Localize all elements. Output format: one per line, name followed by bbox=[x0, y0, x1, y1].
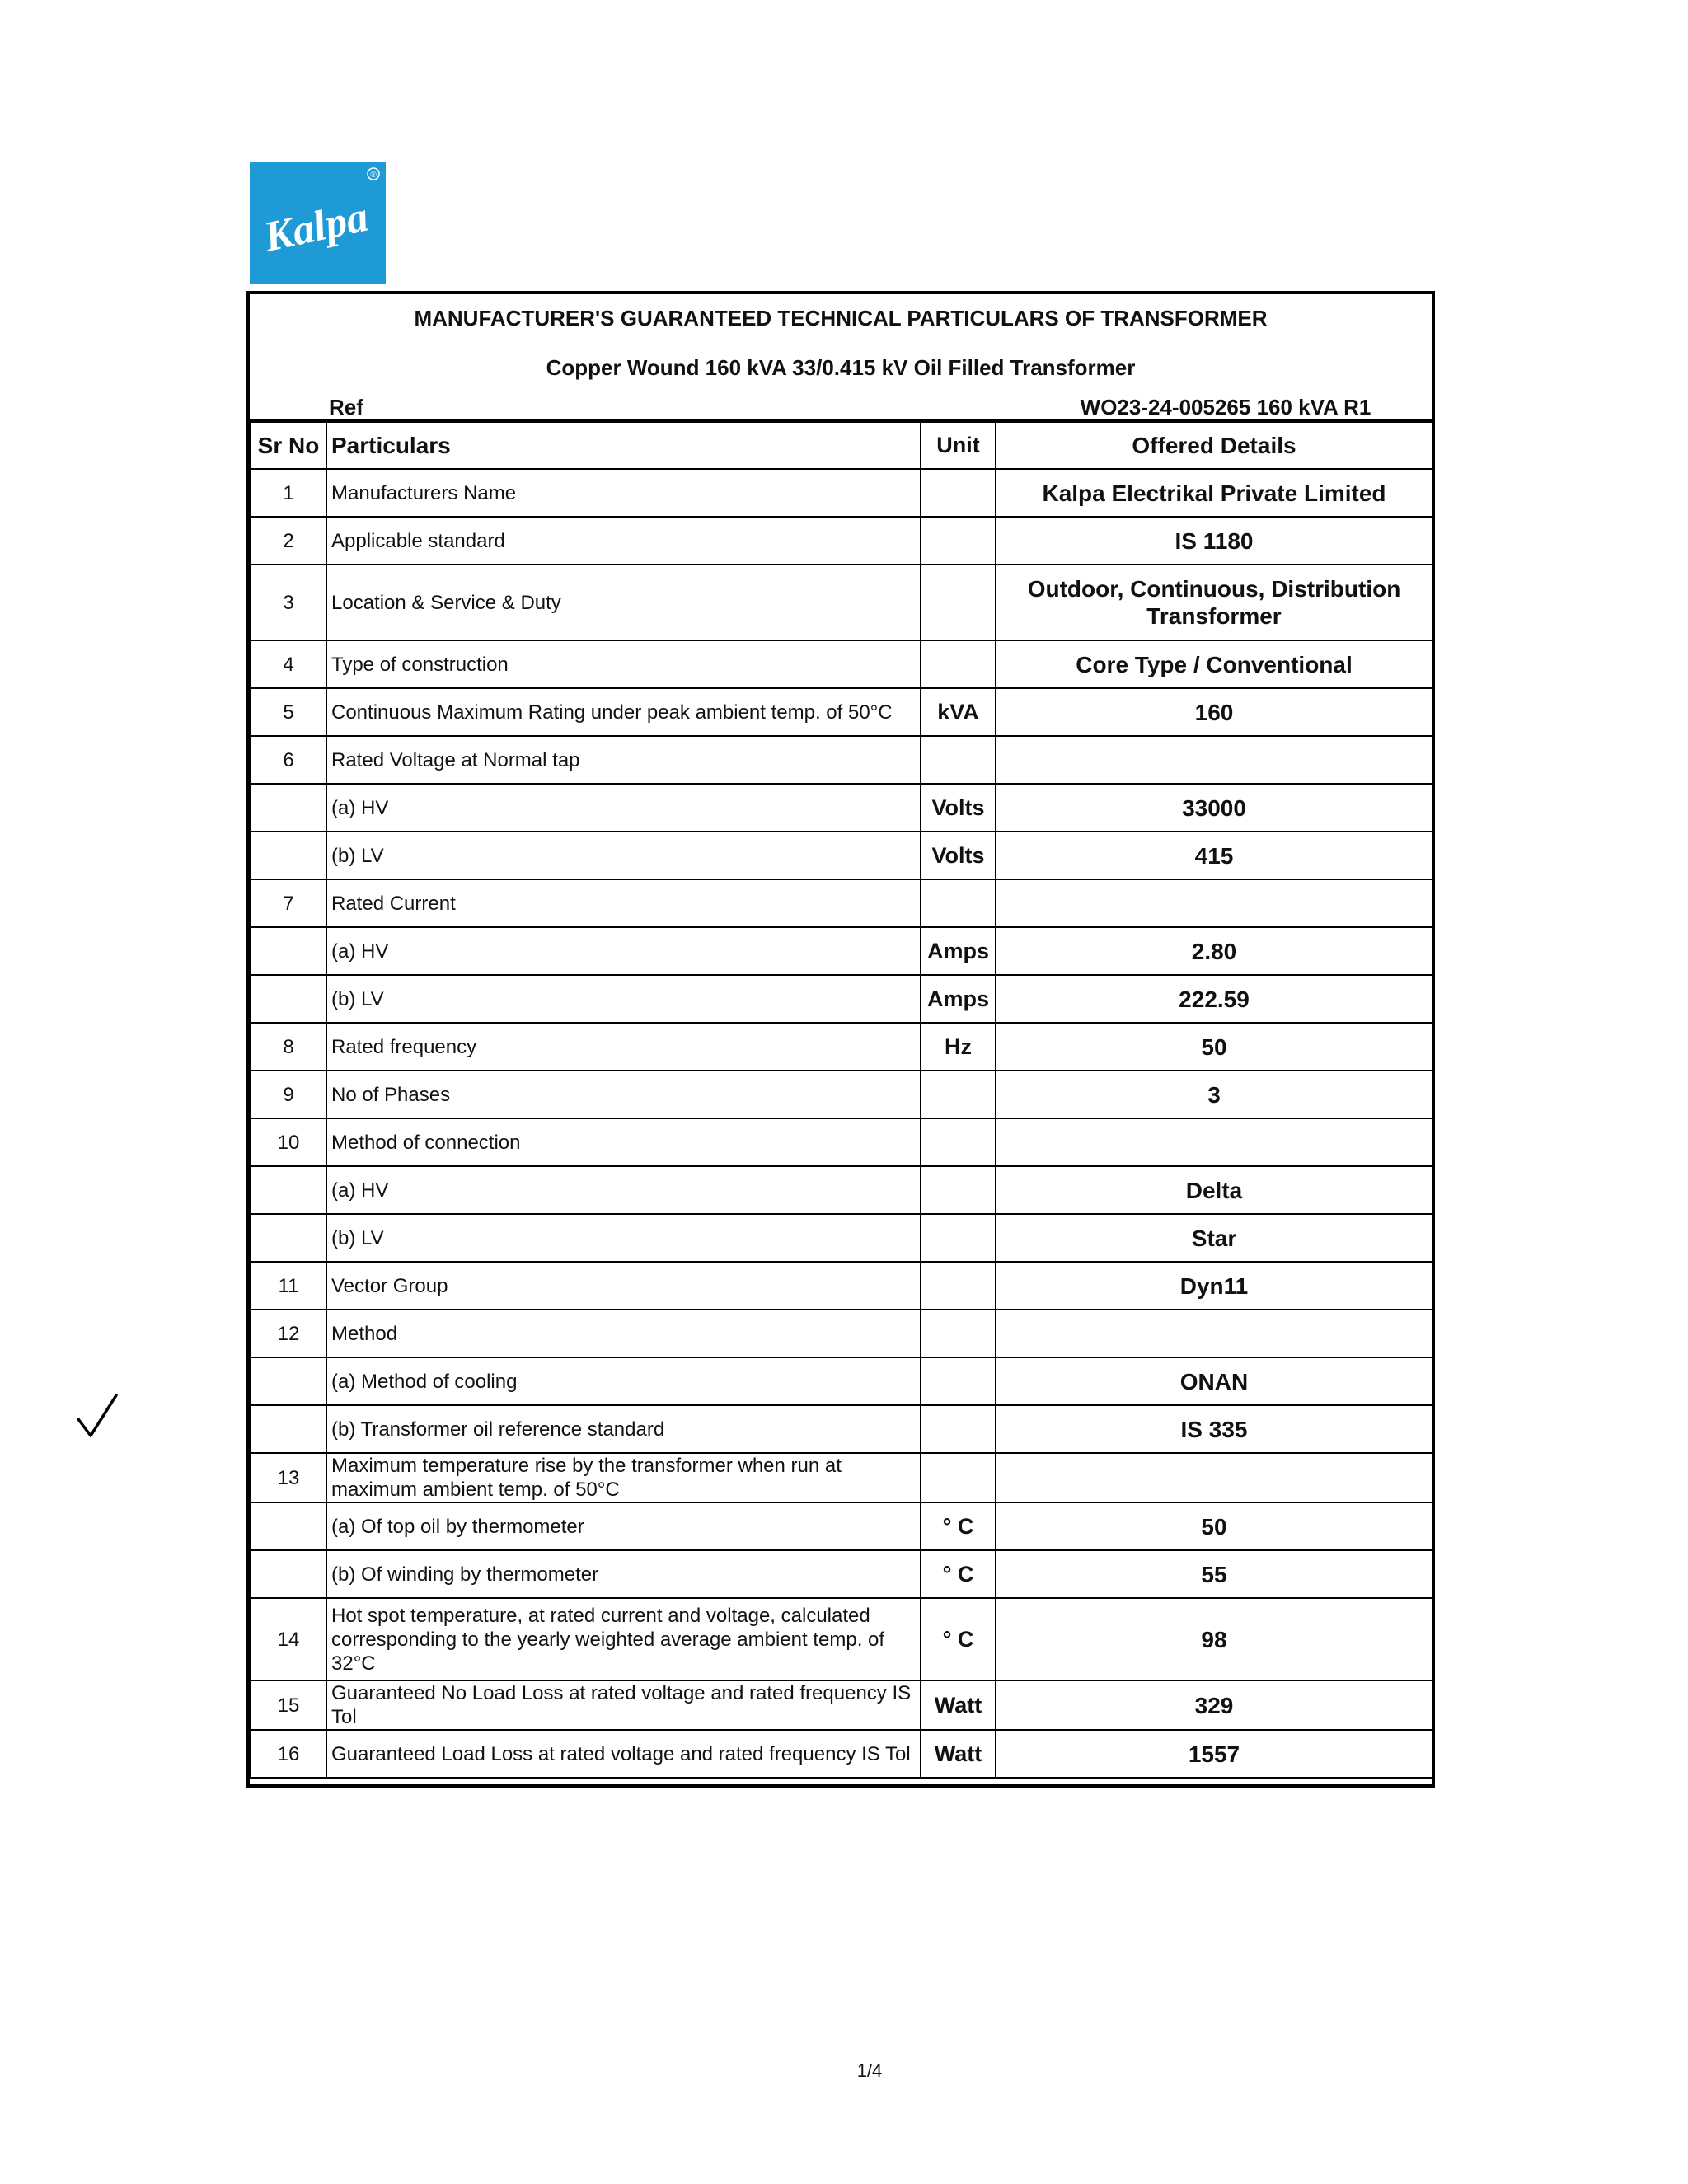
table-row bbox=[251, 1502, 1432, 1550]
sr-no-cell: 11 bbox=[251, 1262, 326, 1310]
unit-cell: Watt bbox=[921, 1680, 996, 1730]
sr-no-cell: 16 bbox=[251, 1730, 326, 1778]
offered-details-cell: 55 bbox=[996, 1550, 1432, 1598]
table-row bbox=[251, 1680, 1432, 1730]
kalpa-logo bbox=[250, 162, 386, 284]
table-row bbox=[251, 1357, 1432, 1405]
table-row bbox=[251, 879, 1432, 927]
column-header-sr-no: Sr No bbox=[251, 421, 326, 469]
table-row bbox=[251, 1262, 1432, 1310]
particulars-cell: Maximum temperature rise by the transformer when run at maximum ambient temp. of 50°C bbox=[326, 1453, 921, 1502]
table-row bbox=[251, 1214, 1432, 1262]
unit-cell: ° C bbox=[921, 1598, 996, 1680]
unit-cell: Volts bbox=[921, 784, 996, 832]
unit-cell bbox=[921, 565, 996, 640]
table-header-row bbox=[251, 421, 1432, 469]
sr-no-cell: 1 bbox=[251, 469, 326, 517]
unit-cell bbox=[921, 1214, 996, 1262]
particulars-cell: Guaranteed Load Loss at rated voltage and rated frequency IS Tol bbox=[326, 1730, 921, 1778]
unit-cell bbox=[921, 1405, 996, 1453]
sr-no-cell bbox=[251, 1550, 326, 1598]
logo-registered-mark: ® bbox=[370, 171, 377, 180]
offered-details-cell bbox=[996, 736, 1432, 784]
document-title: MANUFACTURER'S GUARANTEED TECHNICAL PARTICULARS OF TRANSFORMER bbox=[414, 306, 1268, 330]
offered-details-cell: 50 bbox=[996, 1023, 1432, 1071]
offered-details-cell: Delta bbox=[996, 1166, 1432, 1214]
offered-details-cell: 222.59 bbox=[996, 975, 1432, 1023]
table-row bbox=[251, 517, 1432, 565]
particulars-cell: Manufacturers Name bbox=[326, 469, 921, 517]
sr-no-cell bbox=[251, 1166, 326, 1214]
unit-cell: Hz bbox=[921, 1023, 996, 1071]
offered-details-cell: IS 335 bbox=[996, 1405, 1432, 1453]
sr-no-cell bbox=[251, 975, 326, 1023]
particulars-cell: (b) LV bbox=[326, 832, 921, 879]
column-header-unit: Unit bbox=[921, 421, 996, 469]
table-row bbox=[251, 975, 1432, 1023]
sr-no-cell: 4 bbox=[251, 640, 326, 688]
offered-details-cell: 50 bbox=[996, 1502, 1432, 1550]
offered-details-cell: Star bbox=[996, 1214, 1432, 1262]
sr-no-cell: 10 bbox=[251, 1118, 326, 1166]
unit-cell bbox=[921, 469, 996, 517]
particulars-cell: Method of connection bbox=[326, 1118, 921, 1166]
table-row bbox=[251, 640, 1432, 688]
particulars-cell: (a) Method of cooling bbox=[326, 1357, 921, 1405]
unit-cell: kVA bbox=[921, 688, 996, 736]
unit-cell: Amps bbox=[921, 927, 996, 975]
offered-details-cell: IS 1180 bbox=[996, 517, 1432, 565]
offered-details-cell: ONAN bbox=[996, 1357, 1432, 1405]
unit-cell: Watt bbox=[921, 1730, 996, 1778]
particulars-cell: Hot spot temperature, at rated current and voltage, calculated corresponding to the yearly weighted average ambient temp. of 32°C bbox=[326, 1598, 921, 1680]
table-row bbox=[251, 1453, 1432, 1502]
offered-details-cell: 98 bbox=[996, 1598, 1432, 1680]
unit-cell bbox=[921, 879, 996, 927]
unit-cell bbox=[921, 640, 996, 688]
ref-label: Ref bbox=[329, 395, 363, 419]
offered-details-cell bbox=[996, 1118, 1432, 1166]
unit-cell bbox=[921, 1357, 996, 1405]
particulars-cell: (b) Transformer oil reference standard bbox=[326, 1405, 921, 1453]
particulars-cell: Rated Current bbox=[326, 879, 921, 927]
table-row bbox=[251, 1405, 1432, 1453]
offered-details-cell: Core Type / Conventional bbox=[996, 640, 1432, 688]
sr-no-cell bbox=[251, 1502, 326, 1550]
page-number: 1/4 bbox=[856, 2060, 883, 2081]
particulars-cell: Rated Voltage at Normal tap bbox=[326, 736, 921, 784]
offered-details-cell: Dyn11 bbox=[996, 1262, 1432, 1310]
sr-no-cell: 9 bbox=[251, 1071, 326, 1118]
sr-no-cell: 8 bbox=[251, 1023, 326, 1071]
unit-cell: Amps bbox=[921, 975, 996, 1023]
sr-no-cell: 5 bbox=[251, 688, 326, 736]
unit-cell bbox=[921, 1166, 996, 1214]
technical-particulars-table bbox=[250, 419, 1433, 1779]
offered-details-cell: 160 bbox=[996, 688, 1432, 736]
table-row bbox=[251, 1598, 1432, 1680]
particulars-cell: Continuous Maximum Rating under peak ambient temp. of 50°C bbox=[326, 688, 921, 736]
offered-details-cell bbox=[996, 1453, 1432, 1502]
sr-no-cell: 7 bbox=[251, 879, 326, 927]
table-row bbox=[251, 784, 1432, 832]
sr-no-cell: 2 bbox=[251, 517, 326, 565]
table-row bbox=[251, 1550, 1432, 1598]
particulars-cell: No of Phases bbox=[326, 1071, 921, 1118]
sr-no-cell bbox=[251, 832, 326, 879]
table-row bbox=[251, 469, 1432, 517]
sr-no-cell: 12 bbox=[251, 1310, 326, 1357]
offered-details-cell: Outdoor, Continuous, Distribution Transformer bbox=[996, 565, 1432, 640]
table-row bbox=[251, 1310, 1432, 1357]
table-row bbox=[251, 832, 1432, 879]
unit-cell: ° C bbox=[921, 1550, 996, 1598]
check-icon bbox=[76, 1393, 119, 1439]
particulars-cell: Guaranteed No Load Loss at rated voltage and rated frequency IS Tol bbox=[326, 1680, 921, 1730]
sr-no-cell: 15 bbox=[251, 1680, 326, 1730]
document-subtitle: Copper Wound 160 kVA 33/0.415 kV Oil Filled Transformer bbox=[546, 355, 1136, 380]
unit-cell bbox=[921, 517, 996, 565]
unit-cell bbox=[921, 1071, 996, 1118]
logo-text: Kalpa bbox=[260, 193, 373, 261]
particulars-cell: (b) LV bbox=[326, 975, 921, 1023]
offered-details-cell: 329 bbox=[996, 1680, 1432, 1730]
particulars-cell: (b) LV bbox=[326, 1214, 921, 1262]
ref-value: WO23-24-005265 160 kVA R1 bbox=[1080, 395, 1372, 419]
unit-cell: ° C bbox=[921, 1502, 996, 1550]
table-row bbox=[251, 736, 1432, 784]
unit-cell bbox=[921, 1118, 996, 1166]
specification-sheet bbox=[246, 291, 1435, 1788]
unit-cell bbox=[921, 1310, 996, 1357]
offered-details-cell: Kalpa Electrikal Private Limited bbox=[996, 469, 1432, 517]
sr-no-cell: 14 bbox=[251, 1598, 326, 1680]
sr-no-cell bbox=[251, 784, 326, 832]
unit-cell: Volts bbox=[921, 832, 996, 879]
offered-details-cell: 415 bbox=[996, 832, 1432, 879]
table-row bbox=[251, 927, 1432, 975]
offered-details-cell: 2.80 bbox=[996, 927, 1432, 975]
particulars-cell: Type of construction bbox=[326, 640, 921, 688]
sr-no-cell: 6 bbox=[251, 736, 326, 784]
sr-no-cell: 13 bbox=[251, 1453, 326, 1502]
particulars-cell: (b) Of winding by thermometer bbox=[326, 1550, 921, 1598]
particulars-cell: (a) HV bbox=[326, 1166, 921, 1214]
unit-cell bbox=[921, 736, 996, 784]
offered-details-cell bbox=[996, 1310, 1432, 1357]
offered-details-cell: 33000 bbox=[996, 784, 1432, 832]
particulars-cell: (a) Of top oil by thermometer bbox=[326, 1502, 921, 1550]
offered-details-cell: 3 bbox=[996, 1071, 1432, 1118]
table-row bbox=[251, 1023, 1432, 1071]
sr-no-cell bbox=[251, 1357, 326, 1405]
particulars-cell: (a) HV bbox=[326, 927, 921, 975]
sr-no-cell bbox=[251, 1405, 326, 1453]
unit-cell bbox=[921, 1453, 996, 1502]
sr-no-cell: 3 bbox=[251, 565, 326, 640]
particulars-cell: Method bbox=[326, 1310, 921, 1357]
offered-details-cell bbox=[996, 879, 1432, 927]
particulars-cell: Rated frequency bbox=[326, 1023, 921, 1071]
sr-no-cell bbox=[251, 927, 326, 975]
column-header-particulars: Particulars bbox=[326, 421, 921, 469]
table-row bbox=[251, 565, 1432, 640]
sr-no-cell bbox=[251, 1214, 326, 1262]
particulars-cell: Applicable standard bbox=[326, 517, 921, 565]
particulars-cell: Location & Service & Duty bbox=[326, 565, 921, 640]
offered-details-cell: 1557 bbox=[996, 1730, 1432, 1778]
table-row bbox=[251, 1730, 1432, 1778]
table-row bbox=[251, 1166, 1432, 1214]
column-header-offered-details: Offered Details bbox=[996, 421, 1432, 469]
table-row bbox=[251, 1071, 1432, 1118]
unit-cell bbox=[921, 1262, 996, 1310]
table-row bbox=[251, 688, 1432, 736]
particulars-cell: (a) HV bbox=[326, 784, 921, 832]
particulars-cell: Vector Group bbox=[326, 1262, 921, 1310]
table-row bbox=[251, 1118, 1432, 1166]
